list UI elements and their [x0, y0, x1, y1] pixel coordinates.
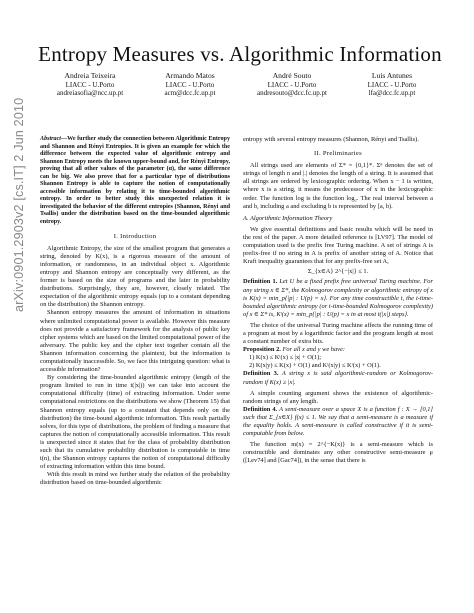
- abstract-label: Abstract: [40, 136, 61, 142]
- counting-text: A simple counting argument shows the existence of algorithmic-random strings of any length.: [243, 389, 433, 405]
- choice-text: The choice of the universal Turing machine affects the running time of a program at most by a logarithmic factor and the program length at most a constant number of extra bits.: [243, 321, 433, 346]
- abstract: [40, 136, 230, 227]
- proposition-2-list: [243, 354, 433, 370]
- definition-1-head: Definition 1.: [243, 278, 278, 286]
- subsection-heading-ait: A. Algorithmic Information Theory: [243, 214, 333, 222]
- proposition-2-head: Proposition 2.: [243, 346, 281, 354]
- left-column: [40, 136, 230, 487]
- continuation-text: entropy with several entropy measures (Shannon, Rényi and Tsallis).: [243, 136, 419, 143]
- author-4: [344, 72, 440, 98]
- arxiv-identifier: arXiv:0901.2903v2 [cs.IT] 2 Jun 2010: [12, 97, 26, 312]
- author-affiliation: LIACC - U.Porto: [65, 80, 115, 89]
- author-affiliation: LIACC - U.Porto: [165, 80, 215, 89]
- definition-1: [243, 278, 433, 318]
- intro-paragraph-2: Shannon entropy measures the amount of information in situations where unlimited computational power is available. However this measure does not provide a satisfactory framework for the analysis of public key cipher systems which are based on the limited computational power of the adversary. The public key and the cipher text together contain all the Shannon information concerning the plaintext, but the information is computationally inaccessible. So, we face this intriguing question: what is accessible information?: [40, 309, 230, 374]
- section-heading-preliminaries: II. Preliminaries: [314, 150, 362, 158]
- author-name: André Souto: [272, 71, 312, 80]
- proposition-item-1: 1) K(x) ≤ Kᵗ(x) ≤ |x| + O(1);: [249, 354, 322, 362]
- author-name: Luís Antunes: [371, 71, 413, 80]
- author-block: [40, 72, 440, 112]
- author-name: Andreia Teixeira: [64, 71, 116, 80]
- definition-3: [243, 370, 433, 386]
- author-3: [240, 72, 344, 98]
- intro-paragraph-4: With this result in mind we further study the relation of the probability distribution based on time-bounded algorithmic: [40, 471, 230, 487]
- right-column: [243, 136, 433, 465]
- preliminaries-text: All strings used are elements of Σ* = {0,1}*. Σⁿ denotes the set of strings of length n and |.| denotes the length of a string. It is assumed that all strings are ordered by lexicographic ordering. When x − 1 is written, where x is a string, it means the predecessor of x in the lexicographic order. The function log is the function log₂. The real interval between a and b, including a and excluding b is represented by [a, b).: [243, 162, 433, 210]
- definition-4-head: Definition 4.: [243, 405, 278, 413]
- author-email: andreiasofia@ncc.up.pt: [56, 89, 124, 98]
- author-1: [40, 72, 140, 98]
- author-email: andresouto@dcc.fc.up.pt: [256, 89, 327, 98]
- author-name: Armando Matos: [165, 71, 215, 80]
- definition-4-body: A semi-measure over a space X is a function f : X → [0,1] such that Σ_{x∈X} f(x) ≤ 1. We say that a semi-measure is a measure if the equality holds. A semi-measure is called constructive if it is semi-computable from below.: [243, 405, 433, 438]
- kraft-inequality: Σ_{x∈A} 2^{−|x|} ≤ 1.: [307, 268, 369, 276]
- section-heading-introduction: I. Introduction: [113, 232, 157, 240]
- definition-3-body: A string x is said algorithmic-random or Kolmogorov-random if K(x) ≥ |x|.: [243, 370, 433, 386]
- author-email: lfa@dcc.fc.up.pt: [368, 89, 416, 98]
- proposition-2: [243, 346, 433, 354]
- definition-1-body: Let U be a fixed prefix free universal Turing machine. For any string x ∈ Σ*, the Kolmogorov complexity or algorithmic entropy of x is K(x) = min_p{|p| : U(p) = x}. For any time constructible t, the t-time-bounded algorithmic entropy (or t-time-bounded Kolmogorov complexity) of x ∈ Σ* is, Kᵗ(x) = min_p{|p| : U(p) = x in at most t(|x|) steps}.: [243, 278, 433, 318]
- proposition-item-2: 2) K(x|y) ≤ K(x) + O(1) and Kᵗ(x|y) ≤ Kᵗ(x) + O(1).: [249, 362, 381, 370]
- abstract-text: —We further study the connection between Algorithmic Entropy and Shannon and Rényi Entropies. It is given an example for which the difference between the expected value of algorithmic entropy and Shannon Entropy meets the known upper-bound and, for Rényi Entropy, proving that all other values of the parameter (α), the same difference can be big. We also prove that for a particular type of distributions Shannon Entropy is able to capture the notion of computationally accessible information by relating it to time-bounded algorithmic entropy. In order to better study this unexpected relation it is investigated the behavior of the different entropies (Shannon, Rényi and Tsallis) under the distribution based on the time-bounded algorithmic entropy.: [40, 136, 230, 226]
- author-2: [140, 72, 240, 98]
- ait-text: We give essential definitions and basic results which will be need in the rest of the paper. A more detailed reference is [LV97]. The model of computation used is the prefix free Turing machine. A set of strings A is prefix-free if no string in A is prefix of another string of A. Notice that Kraft inequality guarantees that for any prefix-free set A,: [243, 225, 433, 266]
- proposition-2-body: For all x and y we have:: [282, 346, 345, 354]
- intro-paragraph-1: Algorithmic Entropy, the size of the smallest program that generates a string, denoted by K(x), is a rigorous measure of the amount of information, or randomness, in an individual object x. Algorithmic entropy and Shannon entropy are conceptually very different, as the former is based on the size of programs and the later in probability distributions. Surprisingly, they are, however, closely related. The expectation of the algorithmic entropy equals (up to a constant depending on the distribution) the Shannon entropy.: [40, 244, 230, 309]
- author-affiliation: LIACC - U.Porto: [367, 80, 417, 89]
- paper-title: Entropy Measures vs. Algorithmic Information: [38, 42, 442, 66]
- definition-4: [243, 406, 433, 438]
- author-email: acm@dcc.fc.up.pt: [164, 89, 216, 98]
- author-affiliation: LIACC - U.Porto: [267, 80, 317, 89]
- intro-paragraph-3: By considering the time-bounded algorithmic entropy (length of the program limited to run in time t(|x|)) we can take into account the computational difficulty (time) of extracting information. Under some computational restrictions on the distributions we show (Theorem 15) that Shannon entropy equals (up to a constant that depends only on the distribution) the time-bound algorithmic information. This result partially solves, for this type of distributions, the problem of finding a measure that captures the notion of computationally accessible information. This result is unexpected since it states that for the class of probability distribution such that its cumulative probability distribution is computable in time t(n), the Shannon entropy captures the notion of computational difficulty of extracting information within this time bound.: [40, 374, 230, 471]
- definition-3-head: Definition 3.: [243, 370, 279, 378]
- semi-measure-text: The function m(x) = 2^{−K(x)} is a semi-measure which is constructible and dominates any other constructive semi-measure μ ([Lev74] and [Gac74]), in the sense that there is: [243, 441, 433, 465]
